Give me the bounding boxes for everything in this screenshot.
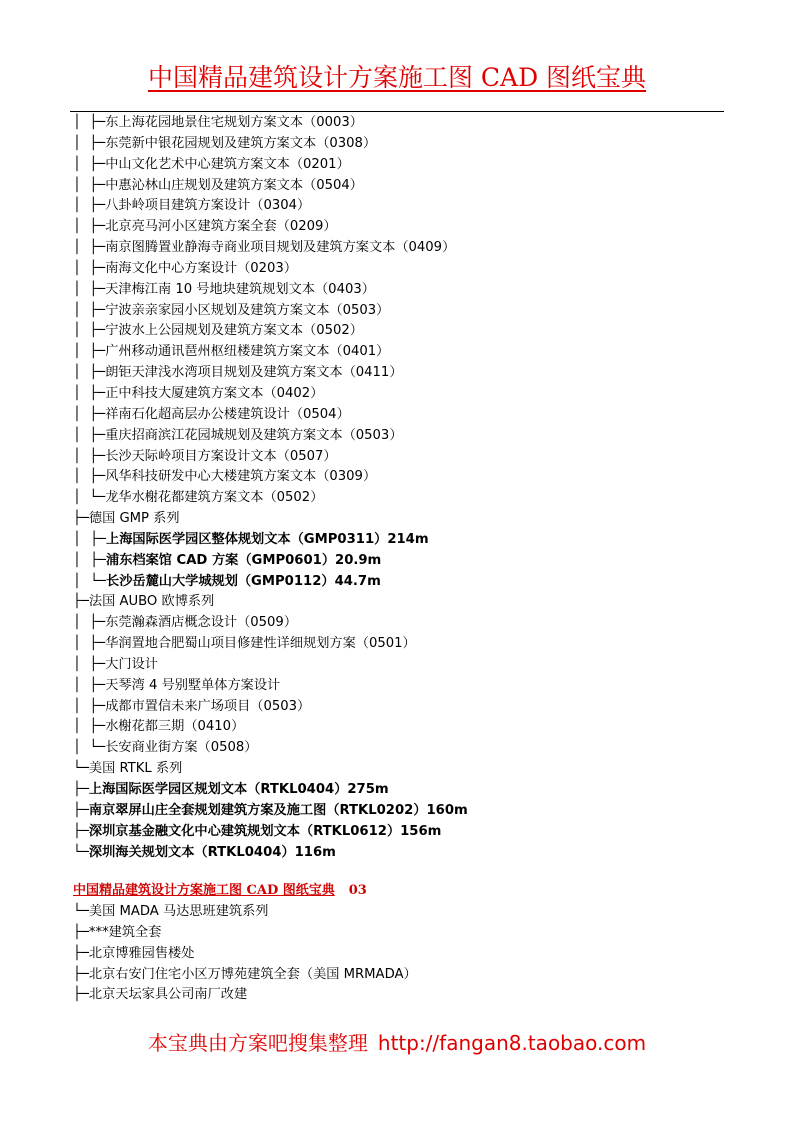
list-item: ├─上海国际医学园区规划文本（RTKL0404）275m — [73, 782, 389, 797]
footer-link[interactable]: http://fangan8.taobao.com — [377, 1031, 647, 1055]
header-rule — [70, 111, 724, 112]
list-item: │ ├─上海国际医学园区整体规划文本（GMP0311）214m — [73, 531, 429, 547]
page-footer — [0, 1027, 794, 1059]
section-heading — [73, 881, 367, 901]
list-item: │ ├─宁波亲亲家园小区规划及建筑方案文本（0503） — [73, 302, 390, 318]
list-item: ├─***建筑全套 — [73, 924, 162, 940]
list-item: │ ├─华润置地合肥蜀山项目修建性详细规划方案（0501） — [73, 636, 416, 652]
list-item: │ ├─南京图腾置业静海寺商业项目规划及建筑方案文本（0409） — [73, 240, 456, 256]
list-item: │ ├─东莞瀚森酒店概念设计（0509） — [73, 615, 298, 631]
list-item: │ ├─宁波水上公园规划及建筑方案文本（0502） — [73, 323, 363, 339]
list-item: ├─北京博雅园售楼处 — [73, 945, 195, 961]
list-item: │ ├─水榭花都三期（0410） — [73, 719, 245, 735]
list-item: │ ├─南海文化中心方案设计（0203） — [73, 260, 298, 276]
list-item: │ ├─天津梅江南 10 号地块建筑规划文本（0403） — [73, 281, 375, 297]
section-heading-title: 中国精品建筑设计方案施工图 CAD 图纸宝典 — [73, 883, 335, 898]
list-item: │ ├─中惠沁林山庄规划及建筑方案文本（0504） — [73, 177, 363, 193]
list-item: │ └─长安商业街方案（0508） — [73, 740, 258, 756]
list-item: │ ├─大门设计 — [73, 656, 158, 672]
list-item: │ ├─朗钜天津浅水湾项目规划及建筑方案文本（0411） — [73, 365, 403, 381]
list-item: │ ├─东莞新中银花园规划及建筑方案文本（0308） — [73, 135, 377, 151]
catalog-list — [73, 113, 733, 863]
list-item: │ ├─浦东档案馆 CAD 方案（GMP0601）20.9m — [73, 552, 382, 568]
list-item: ├─德国 GMP 系列 — [73, 511, 180, 527]
list-item: │ └─长沙岳麓山大学城规划（GMP0112）44.7m — [73, 573, 381, 589]
list-item: │ ├─广州移动通讯琶州枢纽楼建筑方案文本（0401） — [73, 344, 390, 360]
list-item: │ ├─祥南石化超高层办公楼建筑设计（0504） — [73, 406, 350, 422]
list-item: │ ├─天琴湾 4 号别墅单体方案设计 — [73, 677, 281, 693]
list-item: └─美国 RTKL 系列 — [73, 761, 183, 777]
list-item: │ └─龙华水榭花都建筑方案文本（0502） — [73, 490, 324, 506]
list-item: ├─南京翠屏山庄全套规划建筑方案及施工图（RTKL0202）160m — [73, 802, 468, 818]
list-item: │ ├─北京亮马河小区建筑方案全套（0209） — [73, 219, 337, 235]
list-item: │ ├─八卦岭项目建筑方案设计（0304） — [73, 198, 311, 214]
list-item: │ ├─风华科技研发中心大楼建筑方案文本（0309） — [73, 469, 377, 485]
section-heading-number: 03 — [348, 883, 367, 898]
list-item: └─美国 MADA 马达思班建筑系列 — [73, 904, 269, 919]
list-item: │ ├─长沙天际岭项目方案设计文本（0507） — [73, 448, 337, 464]
list-item: │ ├─重庆招商滨江花园城规划及建筑方案文本（0503） — [73, 427, 403, 443]
list-item: ├─深圳京基金融文化中心建筑规划文本（RTKL0612）156m — [73, 823, 442, 839]
footer-text: 本宝典由方案吧搜集整理 — [147, 1031, 368, 1055]
list-item: │ ├─中山文化艺术中心建筑方案文本（0201） — [73, 156, 350, 172]
list-item: ├─北京右安门住宅小区万博苑建筑全套（美国 MRMADA） — [73, 966, 417, 982]
page-title: 中国精品建筑设计方案施工图 CAD 图纸宝典 — [147, 63, 647, 92]
list-item: └─深圳海关规划文本（RTKL0404）116m — [73, 844, 336, 860]
list-item: │ ├─成都市置信未来广场项目（0503） — [73, 698, 311, 714]
list-item: │ ├─东上海花园地景住宅规划方案文本（0003） — [73, 115, 363, 130]
list-item: │ ├─正中科技大厦建筑方案文本（0402） — [73, 385, 324, 401]
list-item: ├─北京天坛家具公司南厂改建 — [73, 987, 248, 1003]
catalog-list-2 — [73, 902, 733, 1006]
list-item: ├─法国 AUBO 欧博系列 — [73, 594, 215, 610]
